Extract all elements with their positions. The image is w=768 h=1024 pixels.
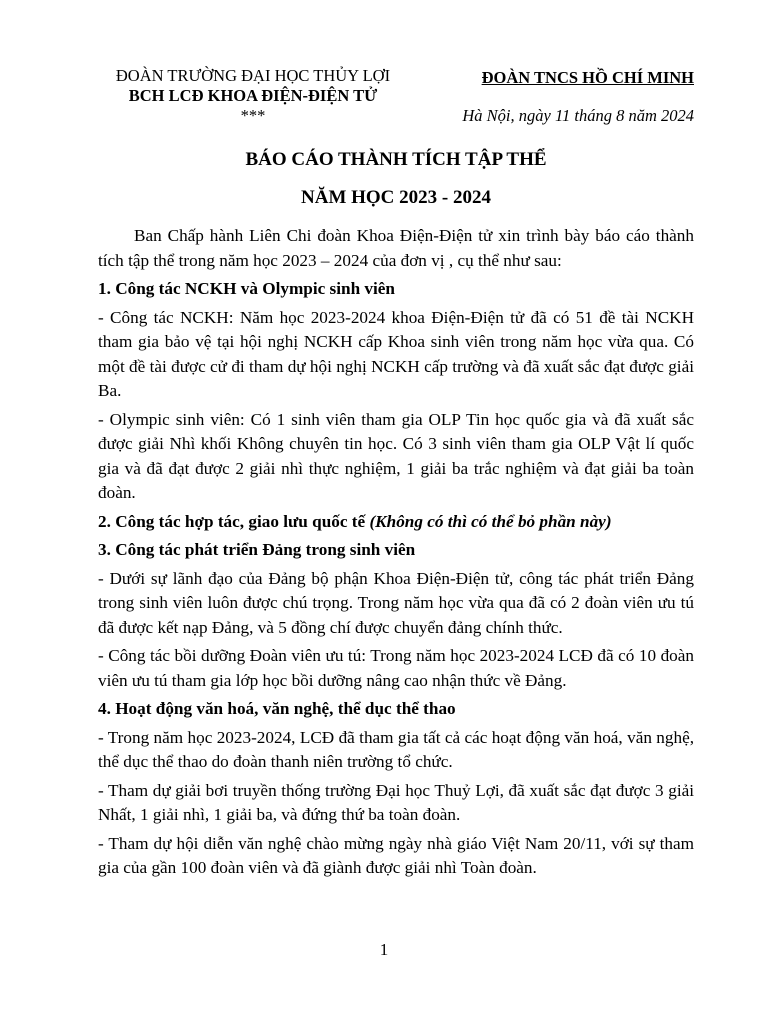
- section-4-paragraph-2: - Tham dự giải bơi truyền thống trường Đại học Thuỷ Lợi, đã xuất sắc đạt được 3 giải Nhất, 1 giải nhì, 1 giải ba, và đứng thứ ba toàn đoàn.: [98, 780, 694, 824]
- section-3-paragraph-1: - Dưới sự lãnh đạo của Đảng bộ phận Khoa Điện-Điện tử, công tác phát triển Đảng trong sinh viên luôn được chú trọng. Trong năm học vừa qua đã có 2 đoàn viên ưu tú đã được kết nạp Đảng, và 5 đồng chí được chuyển đảng chính thức.: [98, 568, 694, 637]
- organization-name: ĐOÀN TNCS HỒ CHÍ MINH: [481, 68, 694, 87]
- section-1-paragraph-1: - Công tác NCKH: Năm học 2023-2024 khoa Điện-Điện tử đã có 51 đề tài NCKH tham gia bảo vệ tại hội nghị NCKH cấp Khoa sinh viên trong năm học vừa qua. Có một đề tài được cử đi tham dự hội nghị NCKH cấp trường và đã xuất sắc đạt được giải Ba.: [98, 307, 694, 400]
- section-heading-2: 2. Công tác hợp tác, giao lưu quốc tế (Không có thì có thể bỏ phần này): [98, 511, 612, 531]
- section-3-paragraph-2: - Công tác bồi dưỡng Đoàn viên ưu tú: Trong năm học 2023-2024 LCĐ đã có 10 đoàn viên ưu tú tham gia lớp học bồi dưỡng nâng cao nhận thức về Đảng.: [98, 646, 694, 690]
- section-2-note: (Không có thì có thể bỏ phần này): [369, 511, 612, 531]
- report-title: BÁO CÁO THÀNH TÍCH TẬP THỂ: [245, 149, 547, 170]
- organization-block: [434, 66, 694, 126]
- issuer-university: ĐOÀN TRƯỜNG ĐẠI HỌC THỦY LỢI: [115, 66, 391, 85]
- page-number: 1: [379, 940, 389, 959]
- report-body: [98, 224, 694, 881]
- section-4-paragraph-3: - Tham dự hội diễn văn nghệ chào mừng ngày nhà giáo Việt Nam 20/11, với sự tham gia của gần 100 đoàn viên và đã giành được giải nhì Toàn đoàn.: [98, 833, 694, 877]
- section-heading-3: 3. Công tác phát triển Đảng trong sinh viên: [98, 540, 416, 559]
- place-date: Hà Nội, ngày 11 tháng 8 năm 2024: [462, 106, 694, 125]
- intro-paragraph: Ban Chấp hành Liên Chi đoàn Khoa Điện-Điện tử xin trình bày báo cáo thành tích tập thể trong năm học 2023 – 2024 của đơn vị , cụ thể như sau:: [98, 226, 694, 270]
- section-heading-1: 1. Công tác NCKH và Olympic sinh viên: [98, 279, 395, 298]
- section-heading-4: 4. Hoạt động văn hoá, văn nghệ, thể dục thể thao: [98, 699, 456, 718]
- issuer-separator: ***: [240, 106, 266, 125]
- issuer-block: [88, 66, 418, 126]
- section-4-paragraph-1: - Trong năm học 2023-2024, LCĐ đã tham gia tất cả các hoạt động văn hoá, văn nghệ, thể dục thể thao do đoàn thanh niên trường tổ chức.: [98, 727, 694, 771]
- report-subtitle: NĂM HỌC 2023 - 2024: [301, 187, 491, 208]
- section-1-paragraph-2: - Olympic sinh viên: Có 1 sinh viên tham gia OLP Tin học quốc gia và đã xuất sắc được giải Nhì khối Không chuyên tin học. Có 3 sinh viên tham gia OLP Vật lí quốc gia và đã đạt được 2 giải nhì thực nghiệm, 1 giải ba trắc nghiệm và đạt giải ba toàn đoàn.: [98, 409, 694, 502]
- issuer-committee: BCH LCĐ KHOA ĐIỆN-ĐIỆN TỬ: [128, 86, 378, 105]
- document-header: [98, 66, 694, 126]
- document-page: [98, 66, 694, 885]
